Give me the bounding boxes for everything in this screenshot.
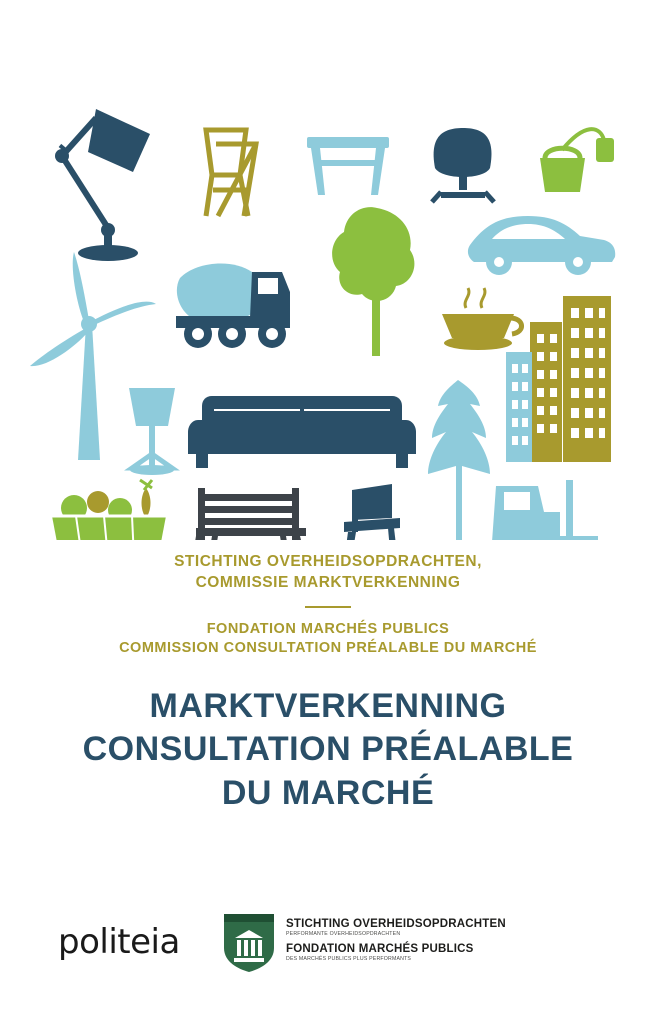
organisation-nl-line2: COMMISSIE MARKTVERKENNING	[195, 573, 461, 591]
fruit-basket-icon	[52, 480, 166, 540]
foundation-name-nl: STICHTING OVERHEIDSOPDRACHTEN	[286, 918, 506, 930]
foundation-tagline-fr: DES MARCHÉS PUBLICS PLUS PERFORMANTS	[286, 956, 412, 962]
floor-lamp-icon	[129, 388, 175, 475]
organisation-fr-line1: FONDATION MARCHÉS PUBLICS	[206, 620, 450, 637]
title-fr-line1: CONSULTATION PRÉALABLE	[82, 730, 574, 769]
organisation-name-nl	[0, 552, 656, 594]
tree-icon	[332, 207, 414, 356]
foundation-logo	[222, 912, 506, 974]
page-title	[0, 685, 656, 816]
forklift-icon	[492, 480, 598, 540]
cover-illustration	[0, 40, 656, 540]
coffee-cup-icon	[442, 288, 522, 350]
organisation-fr-line2: COMMISSION CONSULTATION PRÉALABLE DU MARCHÉ	[119, 640, 537, 657]
shield-icon	[222, 912, 276, 974]
wind-turbine-icon	[30, 252, 156, 460]
title-fr-line2: DU MARCHÉ	[221, 774, 435, 812]
conifer-tree-icon	[428, 380, 490, 540]
foundation-text	[286, 912, 506, 962]
dining-chair-icon	[344, 484, 400, 540]
car-icon	[468, 216, 615, 275]
publisher-logo: politeia	[58, 922, 180, 962]
table-icon	[307, 137, 389, 195]
sofa-icon	[188, 396, 416, 468]
title-nl: MARKTVERKENNING	[149, 686, 507, 725]
paint-can-icon	[540, 129, 614, 192]
divider-rule	[305, 606, 351, 608]
desk-lamp-icon	[55, 109, 150, 261]
park-bench-icon	[192, 488, 306, 540]
swivel-armchair-icon	[432, 128, 494, 202]
foundation-name-fr: FONDATION MARCHÉS PUBLICS	[286, 943, 474, 955]
title-block	[0, 552, 656, 816]
footer-logos	[0, 912, 656, 982]
organisation-name-fr	[0, 620, 656, 659]
cement-mixer-truck-icon	[176, 263, 290, 348]
organisation-nl-line1: STICHTING OVERHEIDSOPDRACHTEN,	[174, 553, 482, 570]
folding-chair-icon	[206, 130, 256, 216]
foundation-tagline-nl: PERFORMANTE OVERHEIDSOPDRACHTEN	[286, 931, 401, 937]
